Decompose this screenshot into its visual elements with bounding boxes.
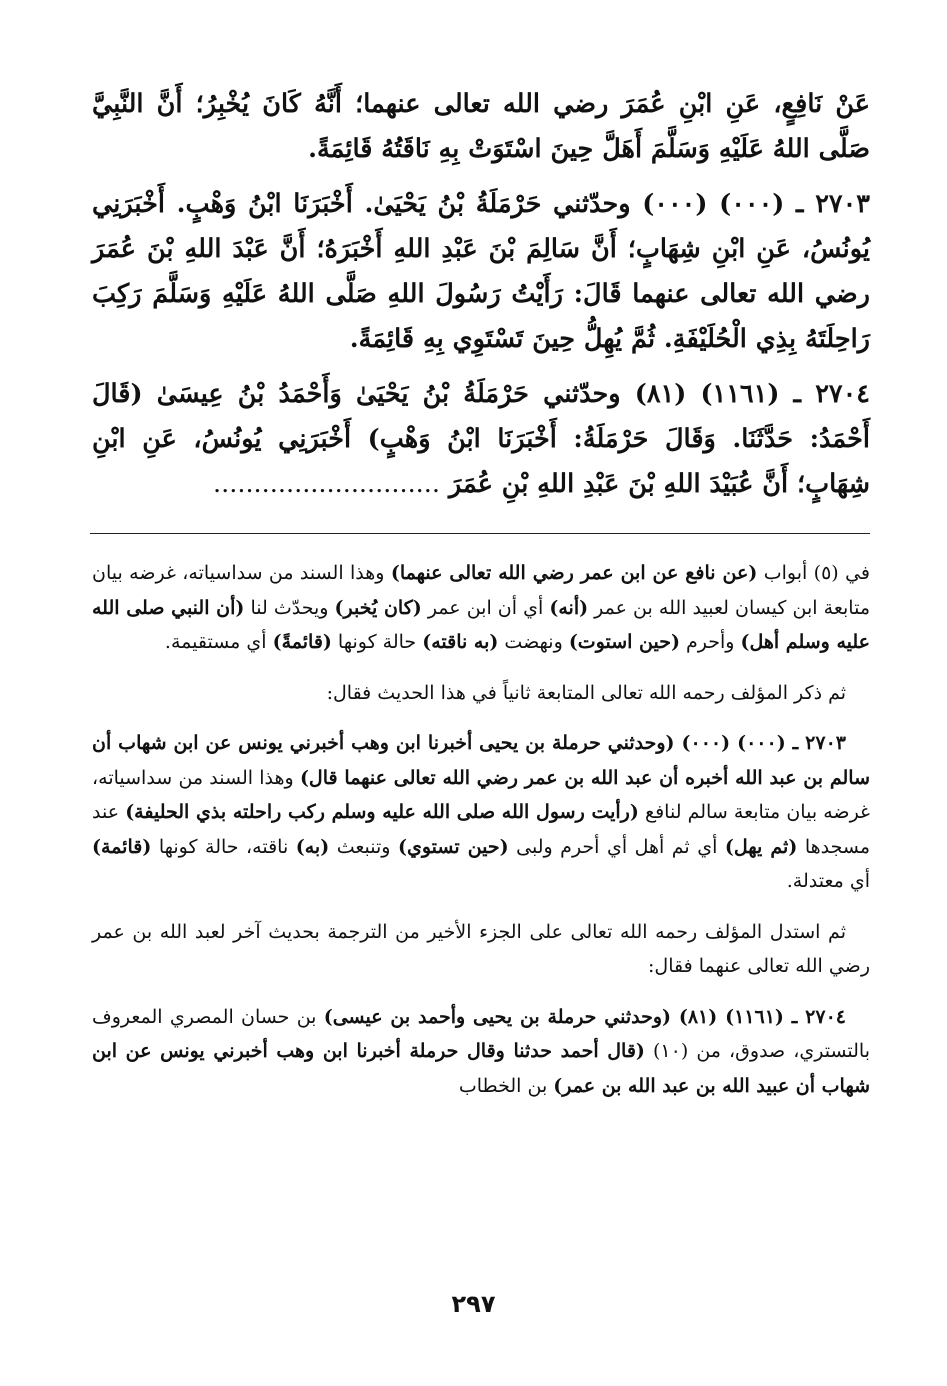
commentary-section [92,556,870,1103]
commentary-text: أي معتدلة. [786,870,870,892]
commentary-bold-text: (حين تستوي) [397,835,509,858]
commentary-text: عند مسجدها [92,801,871,858]
commentary-text: أي مستقيمة. [164,631,273,653]
commentary-text: بن حسان المصري المعروف بالتستري، صدوق، من (١٠) [92,1005,871,1062]
commentary-paragraph [92,1000,870,1104]
commentary-bold-text: (قال أحمد حدثنا وقال حرملة أخبرنا ابن وهب أخبرني يونس عن ابن شهاب أن عبيد الله بن عبد الله بن عمر) [92,1040,870,1097]
commentary-text: وأحرم [679,631,741,653]
commentary-bold-text: (به) [295,835,330,858]
commentary-paragraph [92,726,870,899]
commentary-text: ويحدّث لنا [244,596,335,619]
commentary-text: في (٥) أبواب [757,562,870,584]
commentary-bold-text: ٢٧٠٤ ـ (١١٦١) (٨١) (وحدثني حرملة بن يحيى وأحمد بن عيسى) [323,1005,846,1028]
commentary-bold-text: ٢٧٠٣ ـ (٠٠٠) (٠٠٠) (وحدثني حرملة بن يحيى أخبرنا ابن وهب أخبرني يونس عن ابن شهاب أن سالم بن عبد الله أخبره أن عبد الله بن عمر رضي الله تعالى عنهما قال) [92,732,870,789]
commentary-bold-text: (أنه) [549,596,589,619]
commentary-text: أي أن ابن عمر [421,596,550,619]
book-page [92,82,870,1103]
commentary-bold-text: (أن النبي صلى الله عليه وسلم أهل) [92,596,870,653]
commentary-bold-text: (ثم يهل) [724,835,798,858]
section-divider [90,533,870,534]
commentary-bold-text: (كان يُخبر) [334,596,422,619]
commentary-text: ثم استدل المؤلف رحمه الله تعالى على الجزء الأخير من الترجمة بحديث آخر لعبد الله بن عمر رضي الله تعالى عنهما فقال: [92,920,870,977]
continuation-dots: ............................ [213,469,440,499]
commentary-bold-text: (به ناقته) [422,631,499,653]
commentary-text: وهذا السند من سداسياته، غرضه بيان متابعة ابن كيسان لعبيد الله بن عمر [92,562,870,619]
commentary-bold-text: (قائمةً) [272,631,332,653]
commentary-text: ناقته، حالة كونها [151,835,296,858]
commentary-bold-text: (عن نافع عن ابن عمر رضي الله تعالى عنهما) [390,562,758,584]
commentary-text: ثم ذكر المؤلف رحمه الله تعالى المتابعة ثانياً في هذا الحديث فقال: [326,681,846,704]
hadith-text: ٢٧٠٤ ـ (١١٦١) (٨١) وحدّثني حَرْمَلَةُ بْنُ يَحْيَىٰ وَأَحْمَدُ بْنُ عِيسَىٰ (قَالَ أَحْمَدُ: حَدَّثَنَا. وَقَالَ حَرْمَلَةُ: أَخْبَرَنَا ابْنُ وَهْبٍ) أَخْبَرَنِي يُونُسُ، عَنِ ابْنِ شِهَابٍ؛ أَنَّ عُبَيْدَ اللهِ بْنَ عَبْدِ اللهِ بْنِ عُمَرَ [92,379,870,499]
hadith-text-section [92,82,870,507]
hadith-text: ٢٧٠٣ ـ (٠٠٠) (٠٠٠) وحدّثني حَرْمَلَةُ بْنُ يَحْيَىٰ. أَخْبَرَنَا ابْنُ وَهْبٍ. أَخْبَرَنِي يُونُسُ، عَنِ ابْنِ شِهَابٍ؛ أَنَّ سَالِمَ بْنَ عَبْدِ اللهِ أَخْبَرَهُ؛ أَنَّ عَبْدَ اللهِ بْنَ عُمَرَ رضي الله تعالى عنهما قَالَ: رَأَيْتُ رَسُولَ اللهِ صَلَّى اللهُ عَلَيْهِ وَسَلَّمَ رَكِبَ رَاحِلَتَهُ بِذِي الْحُلَيْفَةِ. ثُمَّ يُهِلُّ حِينَ تَسْتَوِي بِهِ قَائِمَةً. [92,189,871,354]
commentary-paragraph [92,915,870,984]
commentary-paragraph [92,676,870,711]
commentary-paragraph [92,556,870,660]
commentary-bold-text: (قائمة) [92,835,152,858]
commentary-text: أي ثم أهل أي أحرم ولبى [508,835,725,858]
commentary-bold-text: (حين استوت) [568,631,680,653]
commentary-text: وهذا السند من سداسياته، غرضه بيان متابعة سالم لنافع [92,766,870,823]
hadith-paragraph [92,182,870,362]
commentary-text: حالة كونها [331,631,423,653]
hadith-paragraph [92,372,870,507]
commentary-text: وتنبعث [329,835,398,858]
hadith-text: عَنْ نَافِعٍ، عَنِ ابْنِ عُمَرَ رضي الله تعالى عنهما؛ أَنَّهُ كَانَ يُخْبِرُ؛ أَنَّ النَّبِيَّ صَلَّى اللهُ عَلَيْهِ وَسَلَّمَ أَهَلَّ حِينَ اسْتَوَتْ بِهِ نَاقَتُهُ قَائِمَةً. [92,89,870,164]
commentary-text: ونهضت [498,631,569,653]
commentary-bold-text: (رأيت رسول الله صلى الله عليه وسلم ركب راحلته بذي الحليفة) [125,801,639,823]
commentary-text: بن الخطاب [458,1074,554,1097]
hadith-paragraph [92,82,870,172]
page-number: ٢٩٧ [451,1290,496,1318]
